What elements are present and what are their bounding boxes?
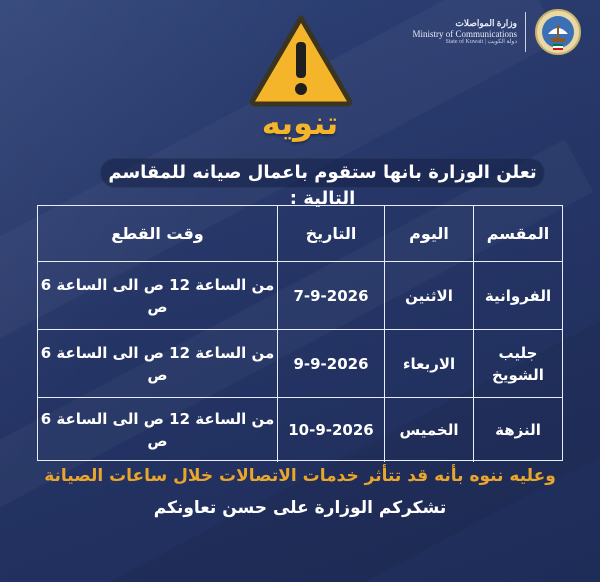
- row-date: 7-9-2026: [277, 262, 384, 329]
- logo-divider: [525, 12, 526, 52]
- thanks-message: تشكركم الوزارة على حسن تعاونكم: [153, 498, 447, 518]
- header-day: اليوم: [384, 206, 473, 261]
- page-title: تنويه: [261, 104, 339, 142]
- table-row: [38, 262, 562, 330]
- row-exchange: جليب الشويخ: [473, 330, 562, 397]
- row-outage-time: من الساعة 12 ص الى الساعة 6 ص: [40, 343, 275, 384]
- announcement-subtitle: تعلن الوزارة بانها ستقوم باعمال صيانه للمقاسم التالية :: [108, 162, 537, 209]
- header-date: التاريخ: [277, 206, 384, 261]
- row-day: الاثنين: [384, 262, 473, 329]
- logo-english-name: Ministry of Communications: [412, 28, 517, 39]
- logo-state-en: State of Kuwait: [445, 38, 484, 45]
- row-date: 9-9-2026: [277, 330, 384, 397]
- row-date: 10-9-2026: [277, 398, 384, 462]
- logo-text: [413, 18, 518, 46]
- row-day: الخميس: [384, 398, 473, 462]
- table-row: [38, 330, 562, 398]
- logo-state: State of Kuwait | دولة الكويت: [445, 38, 517, 45]
- service-notice: وعليه ننوه بأنه قد تتأثر خدمات الاتصالات خلال ساعات الصيانة: [44, 466, 556, 486]
- row-day: الاربعاء: [384, 330, 473, 397]
- header-outage-time: وقت القطع: [111, 223, 204, 243]
- header-exchange: المقسم: [473, 206, 562, 261]
- row-exchange: الفروانية: [473, 262, 562, 329]
- kuwait-emblem-icon: [534, 8, 582, 56]
- warning-triangle-icon: [247, 12, 355, 108]
- row-outage-time: من الساعة 12 ص الى الساعة 6 ص: [40, 410, 275, 450]
- table-row: [38, 398, 562, 462]
- row-outage-time: من الساعة 12 ص الى الساعة 6 ص: [40, 275, 275, 316]
- ministry-logo: [413, 8, 583, 56]
- maintenance-table: [37, 205, 563, 461]
- logo-arabic-name: وزارة المواصلات: [455, 18, 517, 29]
- table-header-row: [38, 206, 562, 262]
- logo-state-ar: دولة الكويت: [487, 38, 517, 45]
- row-exchange: النزهة: [473, 398, 562, 462]
